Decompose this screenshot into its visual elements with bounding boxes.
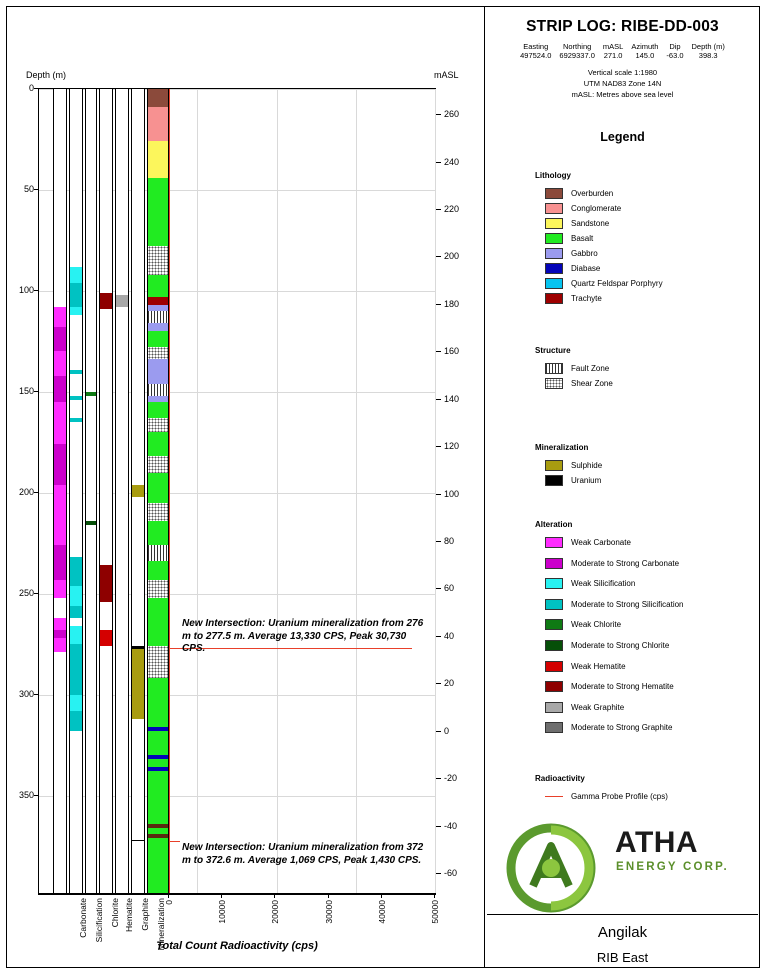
cps-tick-label: 10000 [217, 900, 228, 924]
footer-divider [487, 914, 758, 915]
log-interval [116, 295, 128, 307]
legend-swatch [545, 475, 563, 486]
log-interval [132, 649, 144, 719]
log-interval [148, 246, 168, 274]
brand-name: ATHA [615, 826, 699, 859]
masl-tick-label: -40 [444, 820, 458, 831]
log-interval [70, 557, 82, 585]
depth-tick-label: 50 [23, 183, 34, 194]
log-interval [148, 834, 168, 838]
masl-tick-mark [436, 826, 441, 827]
masl-tick-mark [436, 636, 441, 637]
log-interval [70, 644, 82, 694]
cps-gridline [356, 89, 357, 893]
log-interval [54, 618, 66, 630]
legend-item-label: Sandstone [571, 219, 610, 228]
masl-tick-mark [436, 209, 441, 210]
masl-tick-mark [436, 588, 441, 589]
cps-tick-label: 40000 [376, 900, 387, 924]
legend-swatch [545, 218, 563, 229]
log-interval [70, 695, 82, 711]
annotation-intersection-2: New Intersection: Uranium mineralization from 372 m to 372.6 m. Average 1,069 CPS, Peak 1,430 CPS. [182, 842, 424, 866]
legend-item-label: Weak Silicification [571, 579, 636, 589]
legend-item-label: Moderate to Strong Silicification [571, 599, 684, 609]
cps-gridline [197, 89, 198, 893]
collar-header: Dip [669, 42, 681, 51]
masl-tick-mark [436, 446, 441, 447]
masl-tick-mark [436, 541, 441, 542]
masl-tick-label: 20 [444, 678, 455, 689]
log-interval [54, 402, 66, 444]
depth-tick-mark [34, 694, 39, 695]
masl-axis-label: mASL [434, 70, 459, 80]
collar-value: 145.0 [635, 51, 655, 60]
log-interval [148, 384, 168, 396]
log-interval [148, 767, 168, 771]
masl-tick-label: 140 [444, 393, 460, 404]
log-interval [54, 327, 66, 351]
legend-item-label: Conglomerate [571, 204, 622, 213]
cps-tick-label: 30000 [323, 900, 334, 924]
legend-section-title: Mineralization [535, 443, 589, 452]
depth-tick-label: 350 [18, 789, 34, 800]
depth-tick-mark [34, 189, 39, 190]
legend-panel [485, 6, 760, 968]
track-hematite [99, 89, 113, 893]
track-chlorite [85, 89, 97, 893]
note-utm: UTM NAD83 Zone 14N [583, 79, 662, 88]
log-interval [148, 755, 168, 759]
masl-tick-mark [436, 399, 441, 400]
masl-tick-label: 0 [444, 725, 450, 736]
legend-swatch [545, 640, 563, 651]
legend-swatch [545, 722, 563, 733]
collar-table [485, 42, 760, 60]
legend-swatch [545, 578, 563, 589]
track-label: Silicification [94, 898, 104, 943]
legend-item-label: Moderate to Strong Carbonate [571, 558, 680, 568]
legend-item-label: Weak Hematite [571, 661, 626, 671]
depth-tick-label: 300 [18, 688, 34, 699]
log-interval [86, 521, 96, 525]
legend-item-label: Moderate to Strong Graphite [571, 723, 673, 733]
project-name: Angilak [597, 924, 648, 941]
masl-tick-label: 40 [444, 630, 455, 641]
depth-axis-label: Depth (m) [26, 70, 67, 80]
log-interval [148, 503, 168, 521]
legend-swatch [545, 278, 563, 289]
legend-swatch [545, 203, 563, 214]
legend-item-label: Weak Chlorite [571, 620, 622, 630]
collar-value: -63.0 [666, 51, 684, 60]
log-interval [148, 456, 168, 472]
log-interval [70, 606, 82, 618]
legend-swatch [545, 233, 563, 244]
cps-tick-label: 0 [164, 900, 174, 905]
log-interval [54, 630, 66, 638]
legend-section-title: Lithology [535, 171, 571, 180]
masl-tick-mark [436, 873, 441, 874]
log-interval [148, 89, 168, 107]
x-axis-line [38, 894, 436, 895]
x-axis-title: Total Count Radioactivity (cps) [156, 940, 318, 952]
gamma-spike [169, 841, 180, 842]
masl-tick-label: 240 [444, 156, 460, 167]
log-interval [70, 370, 82, 374]
legend-swatch [545, 537, 563, 548]
collar-value: 398.3 [698, 51, 718, 60]
cps-tick-mark [168, 894, 169, 898]
collar-header: Easting [523, 42, 549, 51]
log-interval [70, 418, 82, 422]
legend-section-title: Alteration [535, 520, 573, 529]
depth-tick-label: 200 [18, 486, 34, 497]
log-interval [54, 580, 66, 598]
note-vertical-scale: Vertical scale 1:1980 [587, 68, 658, 77]
brand-tagline: ENERGY CORP. [616, 861, 729, 873]
track-label: Hematite [124, 898, 134, 933]
depth-tick-label: 150 [18, 385, 34, 396]
log-interval [54, 351, 66, 375]
depth-tick-label: 250 [18, 587, 34, 598]
masl-tick-mark [436, 304, 441, 305]
legend-item-label: Uranium [571, 476, 602, 485]
cps-tick-mark [381, 894, 382, 898]
masl-tick-label: 260 [444, 109, 460, 120]
track-mineralization [131, 89, 145, 893]
cps-tick-mark [274, 894, 275, 898]
collar-value: 497524.0 [520, 51, 552, 60]
log-interval [86, 392, 96, 396]
legend-item-label: Gabbro [571, 249, 598, 258]
log-interval [70, 626, 82, 644]
legend-item-label: Weak Graphite [571, 702, 625, 712]
log-interval [100, 630, 112, 646]
legend-item-label: Moderate to Strong Hematite [571, 682, 674, 692]
depth-tick-mark [34, 290, 39, 291]
masl-tick-mark [436, 114, 441, 115]
legend-title: Legend [600, 130, 645, 144]
legend-swatch [545, 378, 563, 389]
log-interval [148, 297, 168, 305]
log-interval [148, 580, 168, 598]
legend-swatch [545, 558, 563, 569]
log-interval [100, 565, 112, 601]
cps-tick-label: 20000 [270, 900, 281, 924]
cps-gridline [277, 89, 278, 893]
track-graphite [115, 89, 129, 893]
track-label: Chlorite [110, 898, 120, 928]
masl-tick-mark [436, 778, 441, 779]
masl-tick-mark [436, 731, 441, 732]
log-interval [132, 840, 144, 841]
masl-tick-mark [436, 683, 441, 684]
log-interval [54, 376, 66, 402]
gamma-baseline [169, 89, 170, 893]
track-carbonate [53, 89, 67, 893]
masl-tick-label: 220 [444, 203, 460, 214]
cps-tick-mark [221, 894, 222, 898]
log-interval [54, 307, 66, 327]
legend-section-title: Radioactivity [535, 774, 585, 783]
log-interval [148, 141, 168, 177]
log-interval [148, 107, 168, 141]
log-interval [148, 727, 168, 731]
log-interval [54, 638, 66, 652]
log-interval [132, 485, 144, 497]
log-interval [54, 545, 66, 579]
masl-tick-label: 100 [444, 488, 460, 499]
masl-tick-mark [436, 256, 441, 257]
masl-tick-mark [436, 162, 441, 163]
depth-tick-mark [34, 593, 39, 594]
masl-tick-mark [436, 351, 441, 352]
legend-item-label: Diabase [571, 264, 601, 273]
legend-swatch [545, 619, 563, 630]
masl-tick-label: -20 [444, 773, 458, 784]
legend-item-label: Weak Carbonate [571, 538, 631, 547]
cps-tick-mark [434, 894, 435, 898]
log-interval [70, 586, 82, 606]
legend-item-label: Gamma Probe Profile (cps) [571, 792, 668, 801]
masl-tick-label: -60 [444, 868, 458, 879]
log-interval [148, 545, 168, 561]
log-interval [70, 711, 82, 731]
masl-tick-label: 60 [444, 583, 455, 594]
legend-item-label: Basalt [571, 234, 594, 243]
legend-item-label: Overburden [571, 189, 614, 198]
legend-item-label: Shear Zone [571, 379, 613, 388]
log-interval [70, 283, 82, 307]
log-plot-area [38, 88, 436, 894]
masl-tick-label: 180 [444, 298, 460, 309]
legend-item-label: Trachyte [571, 294, 602, 303]
page-title: STRIP LOG: RIBE-DD-003 [526, 18, 719, 35]
log-interval [70, 396, 82, 400]
legend-item-label: Quartz Feldspar Porphyry [571, 279, 663, 288]
log-interval [148, 347, 168, 359]
track-label: Mineralization [156, 898, 166, 951]
legend-swatch [545, 248, 563, 259]
strip-log-panel [6, 6, 484, 968]
track-silicification [69, 89, 83, 893]
collar-header: Depth (m) [691, 42, 725, 51]
depth-tick-label: 100 [18, 284, 34, 295]
log-interval [54, 485, 66, 546]
cps-tick-label: 50000 [430, 900, 440, 924]
legend-section-title: Structure [535, 346, 571, 355]
legend-swatch [545, 702, 563, 713]
legend-item-label: Sulphide [571, 461, 603, 470]
annotation-intersection-1: New Intersection: Uranium mineralization from 276 m to 277.5 m. Average 13,330 CPS, Peak 30,730 CPS. [182, 618, 424, 654]
log-interval [148, 311, 168, 323]
log-interval [148, 824, 168, 828]
log-interval [148, 646, 168, 678]
depth-tick-mark [34, 88, 39, 89]
track-label: Carbonate [78, 898, 88, 938]
masl-tick-label: 80 [444, 535, 455, 546]
legend-swatch [545, 681, 563, 692]
depth-tick-mark [34, 492, 39, 493]
masl-tick-label: 120 [444, 441, 460, 452]
masl-tick-mark [436, 494, 441, 495]
log-interval [70, 267, 82, 283]
legend-swatch [545, 188, 563, 199]
track-lithology [147, 89, 169, 893]
legend-swatch [545, 363, 563, 374]
legend-swatch [545, 460, 563, 471]
collar-header: Azimuth [631, 42, 659, 51]
log-interval [54, 444, 66, 484]
log-interval [100, 293, 112, 309]
log-interval [70, 307, 82, 315]
masl-tick-label: 200 [444, 251, 460, 262]
legend-swatch [545, 661, 563, 672]
collar-header: Northing [562, 42, 592, 51]
track-label: Graphite [140, 898, 150, 931]
legend-swatch [545, 796, 563, 797]
masl-tick-label: 160 [444, 346, 460, 357]
note-masl: mASL: Metres above sea level [571, 90, 674, 99]
depth-tick-mark [34, 795, 39, 796]
depth-tick-mark [34, 391, 39, 392]
property-name: RIB East [596, 950, 649, 965]
cps-tick-mark [328, 894, 329, 898]
log-interval [148, 178, 168, 297]
collar-value: 271.0 [603, 51, 623, 60]
depth-tick-label: 0 [28, 83, 34, 93]
legend-item-label: Moderate to Strong Chlorite [571, 641, 670, 650]
legend-swatch [545, 263, 563, 274]
log-interval [148, 418, 168, 432]
legend-item-label: Fault Zone [571, 364, 610, 373]
legend-swatch [545, 293, 563, 304]
collar-header: mASL [602, 42, 624, 51]
log-interval [148, 396, 168, 402]
collar-value: 6929337.0 [559, 51, 595, 60]
legend-swatch [545, 599, 563, 610]
